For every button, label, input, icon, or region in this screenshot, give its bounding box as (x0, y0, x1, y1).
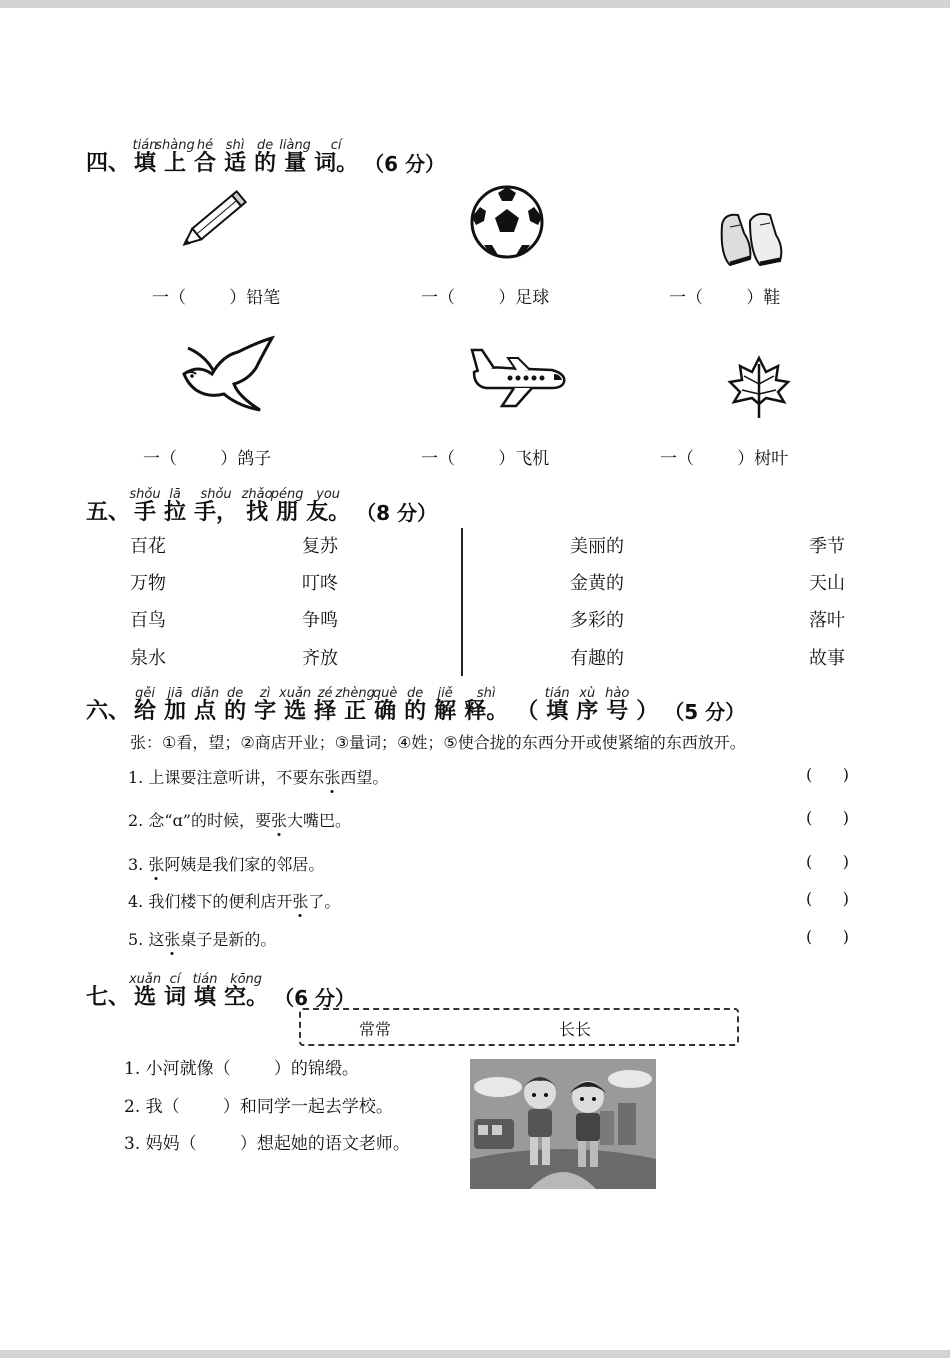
heading-character: shǒu 手， (190, 500, 242, 526)
match-word[interactable]: 季节 (809, 536, 845, 557)
heading-character: zhèng 正 (340, 699, 370, 725)
heading-character: xuǎn 选 (280, 699, 310, 725)
section4-number: 四、 (86, 151, 131, 176)
heading-character: lā 拉 (160, 500, 190, 526)
heading-character: shì 释。 (460, 699, 512, 725)
heading-character: tián 填 (542, 699, 572, 725)
section5-heading (86, 487, 437, 526)
heading-character: shǒu 手 (130, 500, 160, 526)
pinyin: zì (259, 686, 271, 701)
answer-blank[interactable]: ( ) (806, 927, 849, 946)
fill-sentence[interactable]: 1. 小河就像（ ）的锦缎。 (124, 1059, 359, 1079)
pinyin: què (372, 686, 398, 701)
match-word[interactable]: 美丽的 (570, 536, 624, 557)
pinyin: cí (330, 138, 342, 153)
heading-character: cí 词 (160, 985, 190, 1011)
question-sentence: 1. 上课要注意听讲，不要东张西望。 (128, 768, 389, 787)
match-word[interactable]: 齐放 (302, 648, 338, 669)
bottom-border (0, 1350, 950, 1358)
question-sentence: 3. 张阿姨是我们家的邻居。 (128, 855, 325, 874)
heading-character: zé 择 (310, 699, 340, 725)
measure-word-blank[interactable]: 一（ ）树叶 (660, 449, 789, 469)
heading-character: shàng 上 (160, 151, 190, 177)
top-border (0, 0, 950, 8)
question-sentence: 2. 念“ɑ”的时候，要张大嘴巴。 (128, 811, 351, 830)
heading-character: shì 适 (220, 151, 250, 177)
heading-character: ） (636, 699, 659, 724)
score-label: （6 分） (274, 986, 355, 1010)
answer-blank[interactable]: ( ) (806, 765, 849, 784)
section7-heading (86, 972, 355, 1011)
question-sentence: 4. 我们楼下的便利店开张了。 (128, 892, 341, 911)
heading-character: kōng 空。 (220, 985, 272, 1011)
pinyin: tián (192, 972, 218, 987)
answer-blank[interactable]: ( ) (806, 852, 849, 871)
shoes-icon (716, 205, 788, 271)
heading-character: tián 填 (190, 985, 220, 1011)
measure-word-blank[interactable]: 一（ ）铅笔 (152, 288, 281, 308)
heading-character: gěi 给 (130, 699, 160, 725)
fill-sentence[interactable]: 3. 妈妈（ ）想起她的语文老师。 (124, 1134, 410, 1154)
score-label: （8 分） (356, 501, 437, 525)
word-bank-word: 常常 (359, 1020, 392, 1039)
dotted-character: 张 (164, 930, 181, 949)
word-bank-box (299, 1008, 739, 1046)
heading-character: （ (516, 699, 539, 724)
pinyin: lā (169, 487, 181, 502)
heading-character: de 的 (400, 699, 430, 725)
pinyin: shì (225, 138, 245, 153)
pinyin: tián (132, 138, 158, 153)
heading-character: xuǎn 选 (130, 985, 160, 1011)
dotted-character: 张 (324, 768, 341, 787)
pinyin: shàng (155, 138, 195, 153)
heading-character: péng 朋 (272, 500, 302, 526)
match-word[interactable]: 百鸟 (130, 610, 166, 631)
match-word[interactable]: 百花 (130, 536, 166, 557)
measure-word-blank[interactable]: 一（ ）飞机 (421, 449, 550, 469)
pinyin: shǒu (129, 487, 161, 502)
dotted-character: 张 (148, 855, 165, 874)
match-word[interactable]: 落叶 (809, 610, 845, 631)
section6-heading (86, 686, 746, 725)
section5-number: 五、 (86, 500, 131, 525)
dotted-character: 张 (292, 892, 309, 911)
heading-character: diǎn 点 (190, 699, 220, 725)
pinyin: jiā (167, 686, 183, 701)
pinyin: liàng (279, 138, 311, 153)
section7-number: 七、 (86, 985, 131, 1010)
children-walking-to-school-illustration (470, 1059, 656, 1189)
word-bank-word: 长长 (559, 1020, 592, 1039)
match-word[interactable]: 金黄的 (570, 573, 624, 594)
dotted-character: 张 (270, 811, 287, 830)
answer-blank[interactable]: ( ) (806, 808, 849, 827)
leaf-icon (726, 354, 792, 420)
pinyin: zhèng (335, 686, 375, 701)
heading-character: jiě 解 (430, 699, 460, 725)
pinyin: you (316, 487, 341, 502)
answer-blank[interactable]: ( ) (806, 889, 849, 908)
question-sentence: 5. 这张桌子是新的。 (128, 930, 277, 949)
pinyin: diǎn (191, 686, 220, 701)
pinyin: hé (196, 138, 214, 153)
pinyin: de (226, 686, 244, 701)
fill-sentence[interactable]: 2. 我（ ）和同学一起去学校。 (124, 1097, 393, 1117)
heading-character: tián 填 (130, 151, 160, 177)
match-word[interactable]: 故事 (809, 648, 845, 669)
definitions-line: 张：①看，望；②商店开业；③量词；④姓；⑤使合拢的东西分开或使紧缩的东西放开。 (130, 733, 746, 752)
match-word[interactable]: 争鸣 (302, 610, 338, 631)
pinyin: zé (317, 686, 333, 701)
match-word[interactable]: 叮咚 (302, 573, 338, 594)
soccer-ball-icon (468, 183, 546, 261)
pinyin: tián (544, 686, 570, 701)
measure-word-blank[interactable]: 一（ ）足球 (421, 288, 550, 308)
pinyin: xù (579, 686, 596, 701)
heading-character: xù 序 (572, 699, 602, 725)
heading-character: hé 合 (190, 151, 220, 177)
pinyin: jiě (437, 686, 453, 701)
dove-icon (178, 334, 278, 416)
heading-character: jiā 加 (160, 699, 190, 725)
match-word[interactable]: 泉水 (130, 648, 166, 669)
heading-character: què 确 (370, 699, 400, 725)
heading-character: de 的 (220, 699, 250, 725)
heading-character: cí 词。 (310, 151, 362, 177)
match-word[interactable]: 多彩的 (570, 610, 624, 631)
airplane-icon (466, 344, 570, 408)
heading-character: hào 号 (602, 699, 632, 725)
match-word[interactable]: 天山 (809, 573, 845, 594)
section6-number: 六、 (86, 699, 131, 724)
heading-character: liàng 量 (280, 151, 310, 177)
score-label: （6 分） (364, 152, 446, 176)
heading-character: de 的 (250, 151, 280, 177)
match-word[interactable]: 万物 (130, 573, 166, 594)
pinyin: péng (270, 487, 304, 502)
pencil-icon (170, 180, 260, 260)
match-word[interactable]: 复苏 (302, 536, 338, 557)
pinyin: de (256, 138, 274, 153)
measure-word-blank[interactable]: 一（ ）鸽子 (143, 449, 272, 469)
pinyin: de (407, 686, 424, 701)
pinyin: xuǎn (128, 972, 162, 987)
heading-character: zì 字 (250, 699, 280, 725)
column-divider (461, 528, 463, 676)
pinyin: gěi (135, 686, 155, 701)
section4-heading (86, 138, 446, 177)
pinyin: shǒu (200, 487, 232, 502)
pinyin: xuǎn (279, 686, 312, 701)
pinyin: hào (605, 686, 630, 701)
score-label: （5 分） (664, 700, 746, 724)
match-word[interactable]: 有趣的 (570, 648, 624, 669)
pinyin: zhǎo (241, 487, 273, 502)
measure-word-blank[interactable]: 一（ ）鞋 (669, 288, 781, 308)
pinyin: cí (169, 972, 181, 987)
heading-character: zhǎo 找 (242, 500, 272, 526)
pinyin: kōng (230, 972, 263, 987)
pinyin: shì (476, 686, 496, 701)
heading-character: you 友。 (302, 500, 354, 526)
